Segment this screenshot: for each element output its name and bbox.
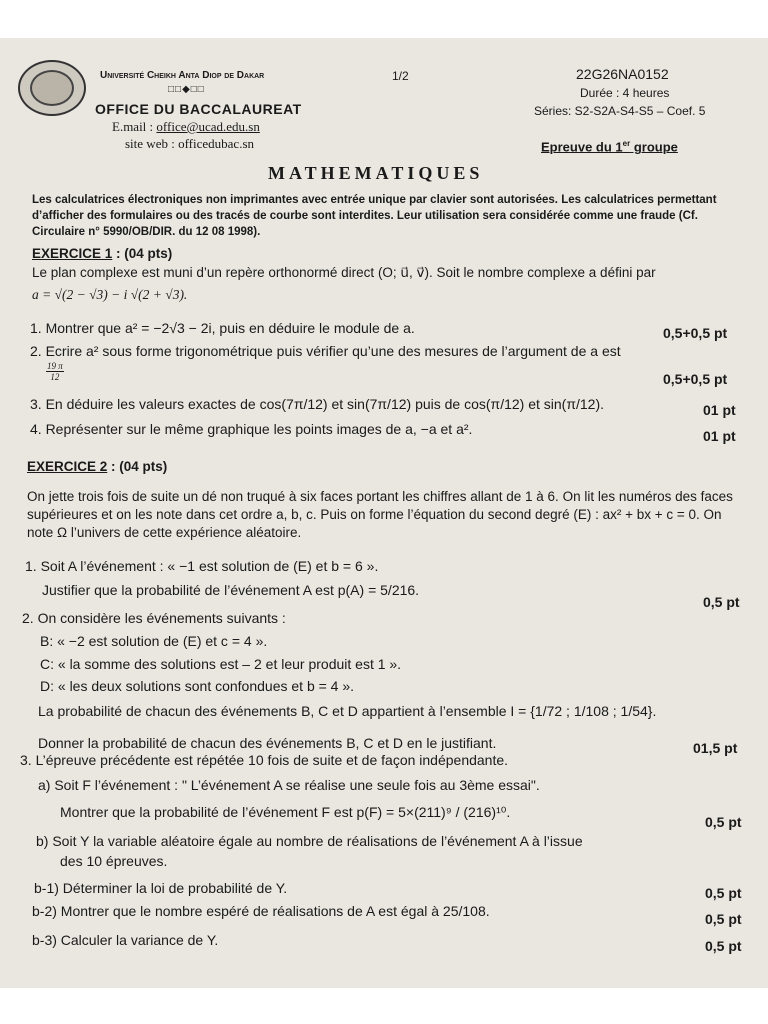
office-name: OFFICE DU BACCALAUREAT [95,101,302,117]
ex1-intro-formula: a = √(2 − √3) − i √(2 + √3). [32,287,188,302]
ex2-q3a-show: Montrer que la probabilité de l’événement F est p(F) = 5×(211)⁹ / (216)¹⁰. [60,804,511,820]
exam-series: Séries: S2-S2A-S4-S5 – Coef. 5 [534,104,706,118]
ex2-event-b: B: « −2 est solution de (E) et c = 4 ». [40,633,268,649]
epreuve-group: Epreuve du 1er groupe [541,139,678,155]
ex2-q3b2-points: 0,5 pt [705,911,742,927]
top-margin [0,0,768,38]
ex1-question-4: 4. Représenter sur le même graphique les points images de a, −a et a². [30,421,473,437]
ex2-q3a-points: 0,5 pt [705,814,742,830]
ex2-q3b1-points: 0,5 pt [705,885,742,901]
university-name: Université Cheikh Anta Diop de Dakar [100,70,265,81]
ex2-question-2: 2. On considère les événements suivants : [22,610,286,626]
university-seal-logo [18,60,86,116]
ex2-q3b3: b-3) Calculer la variance de Y. [32,932,219,948]
ex2-q2-points: 01,5 pt [693,740,738,756]
calculator-notice: Les calculatrices électroniques non imprimantes avec entrée unique par clavier sont autorisées. Les calculatrices permettant d’afficher des formulaires ou des tracés de courbe sont interdites. Leur utilisation sera considérée comme une fraude (Cf. Circulaire n° 5990/OB/DIR. du 12 08 1998). [32,194,717,238]
ex1-question-3: 3. En déduire les valeurs exactes de cos(7π/12) et sin(7π/12) puis de cos(π/12) et sin(π/12). [30,396,605,412]
ex1-q2-points: 0,5+0,5 pt [663,371,728,387]
exam-duration: Durée : 4 heures [580,86,670,100]
ex2-q2-task: Donner la probabilité de chacun des événements B, C et D en le justifiant. [38,735,497,751]
ex2-question-3: 3. L’épreuve précédente est répétée 10 fois de suite et de façon indépendante. [20,752,509,768]
page-number: 1/2 [392,69,409,83]
ex2-event-c: C: « la somme des solutions est – 2 et leur produit est 1 ». [40,656,402,672]
ex1-q1-points: 0,5+0,5 pt [663,325,728,341]
email-line [112,119,260,135]
ex2-q3b2: b-2) Montrer que le nombre espéré de réalisations de A est égal à 25/108. [32,903,490,919]
ex1-intro: Le plan complexe est muni d’un repère orthonormé direct (O; u⃗, v⃗). Soit le nombre complexe a défini par [32,265,656,280]
ex1-q3-points: 01 pt [703,402,736,418]
page-title: MATHEMATIQUES [268,163,484,183]
ex2-q1-points: 0,5 pt [703,594,740,610]
ex2-event-d: D: « les deux solutions sont confondues et b = 4 ». [40,678,355,694]
exam-code: 22G26NA0152 [576,66,669,82]
ex1-question-1: 1. Montrer que a² = −2√3 − 2i, puis en déduire le module de a. [30,320,415,336]
ex2-q2-set: La probabilité de chacun des événements B, C et D appartient à l’ensemble I = {1/72 ; 1/108 ; 1/54}. [38,703,657,719]
ex1-question-2: 2. Ecrire a² sous forme trigonométrique puis vérifier qu’une des mesures de l’argument de a est [30,343,621,359]
ex2-question-1: 1. Soit A l’événement : « −1 est solution de (E) et b = 6 ». [25,558,379,574]
ex2-q3b-cont: des 10 épreuves. [60,853,168,869]
exercise-1-heading: EXERCICE 1 : (04 pts) [32,246,173,261]
exercise-2-heading: EXERCICE 2 : (04 pts) [27,459,168,474]
email-link[interactable]: office@ucad.edu.sn [156,119,260,134]
ex2-q1-justify: Justifier que la probabilité de l’événement A est p(A) = 5/216. [42,582,420,598]
header-ornament: □□◆□□ [168,84,205,95]
ex2-intro: On jette trois fois de suite un dé non truqué à six faces portant les chiffres allant de 1 à 6. On lit les numéros des faces supérieures et on les note dans cet ordre a, b, c. Puis on forme l’équation du second degré (E) : ax² + bx + c = 0. On note Ω l’univers de cette expérience aléatoire. [27,489,733,540]
ex1-q2-fraction: $\frac{19 \pi}{12}$ [47,361,63,382]
ex2-q3a: a) Soit F l’événement : " L’événement A se réalise une seule fois au 3ème essai". [38,777,540,793]
ex2-q3b: b) Soit Y la variable aléatoire égale au nombre de réalisations de l’événement A à l’issue [36,833,583,849]
bottom-margin [0,988,768,1024]
email-label: E.mail : [112,119,157,134]
website-line: site web : officedubac.sn [125,136,254,151]
ex2-q3b3-points: 0,5 pt [705,938,742,954]
ex1-q4-points: 01 pt [703,428,736,444]
ex2-q3b1: b-1) Déterminer la loi de probabilité de Y. [34,880,288,896]
